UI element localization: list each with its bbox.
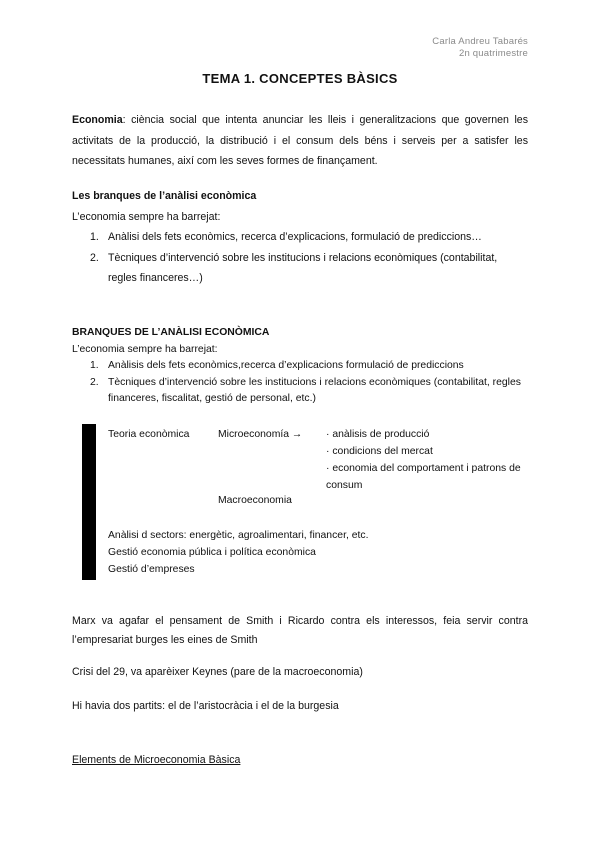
section-list [72, 227, 528, 289]
section-heading: BRANQUES DE L’ANÀLISI ECONÒMICA [72, 327, 270, 338]
paragraph-marx: Marx va agafar el pensament de Smith i Ricardo contra els interessos, feia servir contra l’empresariat burges les eines de Smith [72, 615, 528, 646]
paragraph-partits: Hi havia dos partits: el de l’aristocràcia i el de la burgesia [72, 700, 339, 712]
list-text: Anàlisi dels fets econòmics, recerca d’explicacions, formulació de prediccions… [108, 231, 482, 243]
list-item [72, 358, 528, 375]
section-intro: L’economia sempre ha barrejat: [72, 210, 221, 223]
definition-paragraph [72, 110, 528, 172]
list-item [72, 227, 528, 248]
scheme-micro: Microeconomía → [218, 429, 303, 440]
list-item [72, 248, 528, 289]
scheme-micro-list [326, 426, 531, 494]
scheme-bracket-bar [82, 424, 96, 580]
list-item [72, 375, 528, 408]
list-item: Gestió d’empreses [108, 564, 195, 575]
list-text: Tècniques d’intervenció sobre les institucions i relacions econòmiques (contabilitat, regles financeres…) [108, 251, 498, 284]
list-number: 1. [90, 231, 99, 243]
page-header [432, 36, 528, 60]
section-branques-upper [72, 325, 528, 408]
section-list [72, 358, 528, 408]
definition-text: : ciència social que intenta anunciar les lleis i generalitzacions que governen les activitats de la producció, la distribució i el consum dels béns i serveis per a satisfer les necessitats humanes, així com les seves formes de finançament. [72, 114, 528, 167]
list-item: · anàlisis de producció [326, 429, 430, 440]
list-text: Anàlisis dels fets econòmics,recerca d’explicacions formulació de prediccions [108, 360, 464, 371]
list-number: 1. [90, 360, 99, 371]
paragraph-crisi: Crisi del 29, va aparèixer Keynes (pare de la macroeconomia) [72, 666, 363, 678]
section-heading: Les branques de l’anàlisi econòmica [72, 190, 257, 202]
author-name: Carla Andreu Tabarés [432, 36, 528, 47]
list-item: Anàlisi d sectors: energètic, agroalimentari, financer, etc. [108, 530, 369, 541]
list-item: · condicions del mercat [326, 446, 433, 457]
list-item: Gestió economia pública i política econòmica [108, 547, 316, 558]
scheme-teoria: Teoria econòmica [108, 429, 190, 440]
definition-term: Economia [72, 114, 123, 126]
term-label: 2n quatrimestre [458, 48, 528, 59]
section-intro: L’economia sempre ha barrejat: [72, 343, 218, 355]
section-heading-microeconomia: Elements de Microeconomia Bàsica [72, 754, 241, 766]
scheme-others [108, 527, 528, 578]
scheme-macro: Macroeconomia [218, 495, 292, 506]
list-item: · economia del comportament i patrons de consum [326, 463, 521, 491]
section-branques [72, 186, 528, 289]
list-number: 2. [90, 251, 99, 264]
page-title: TEMA 1. CONCEPTES BÀSICS [202, 71, 398, 86]
list-text: Tècniques d’intervenció sobre les institucions i relacions econòmiques (contabilitat, regles financeres, fiscalitat, gestió de personal, etc.) [108, 376, 521, 404]
list-number: 2. [90, 376, 99, 388]
